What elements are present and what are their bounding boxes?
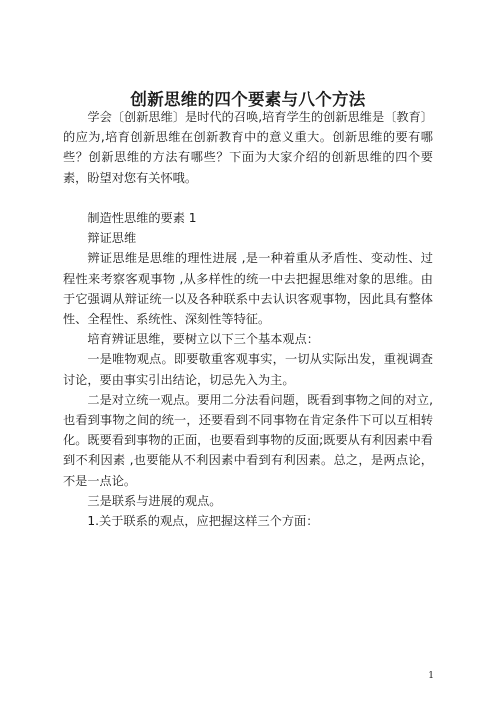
document-body	[63, 107, 433, 531]
body-paragraph: 辨证思维是思维的理性进展 ,是一种着重从矛盾性、变动性、过程性来考察客观事物 ,从多样性的统一中去把握思维对象的思维。由于它强调从辩证统一以及各种联系中去认识客观事物，因此具有整体性、全程性、系统性、深刻性等特征。	[63, 251, 433, 327]
paragraph-spacer	[63, 188, 433, 208]
body-paragraph: 1.关于联系的观点，应把握这样三个方面：	[87, 514, 319, 529]
body-paragraph: 一是唯物观点。即要敬重客观事实，一切从实际出发，重视调查讨论，要由事实引出结论，切忌先入为主。	[63, 352, 433, 387]
body-paragraph: 培育辨证思维，要树立以下三个基本观点：	[87, 332, 319, 347]
body-paragraph: 二是对立统一观点。要用二分法看问题，既看到事物之间的对立,也看到事物之间的统一，还要看到不同事物在肯定条件下可以互相转化。既要看到事物的正面，也要看到事物的反面;既要从有利因素中看到不利因素 ,也要能从不利因素中看到有利因素。总之，是两点论，不是一点论。	[63, 392, 433, 488]
section-heading: 制造性思维的要素 1	[87, 211, 197, 225]
subheading: 辩证思维	[87, 231, 137, 246]
intro-paragraph: 学会〔创新思维〕是时代的召唤,培育学生的创新思维是〔教育〕的应为,培育创新思维在创新教育中的意义重大。创新思维的要有哪些？创新思维的方法有哪些？下面为大家介绍的创新思维的四个要素，盼望对您有关怀哦。	[63, 110, 433, 185]
page-number: 1	[428, 671, 434, 681]
body-paragraph: 三是联系与进展的观点。	[87, 493, 222, 508]
document-title: 创新思维的四个要素与八个方法	[130, 90, 366, 109]
